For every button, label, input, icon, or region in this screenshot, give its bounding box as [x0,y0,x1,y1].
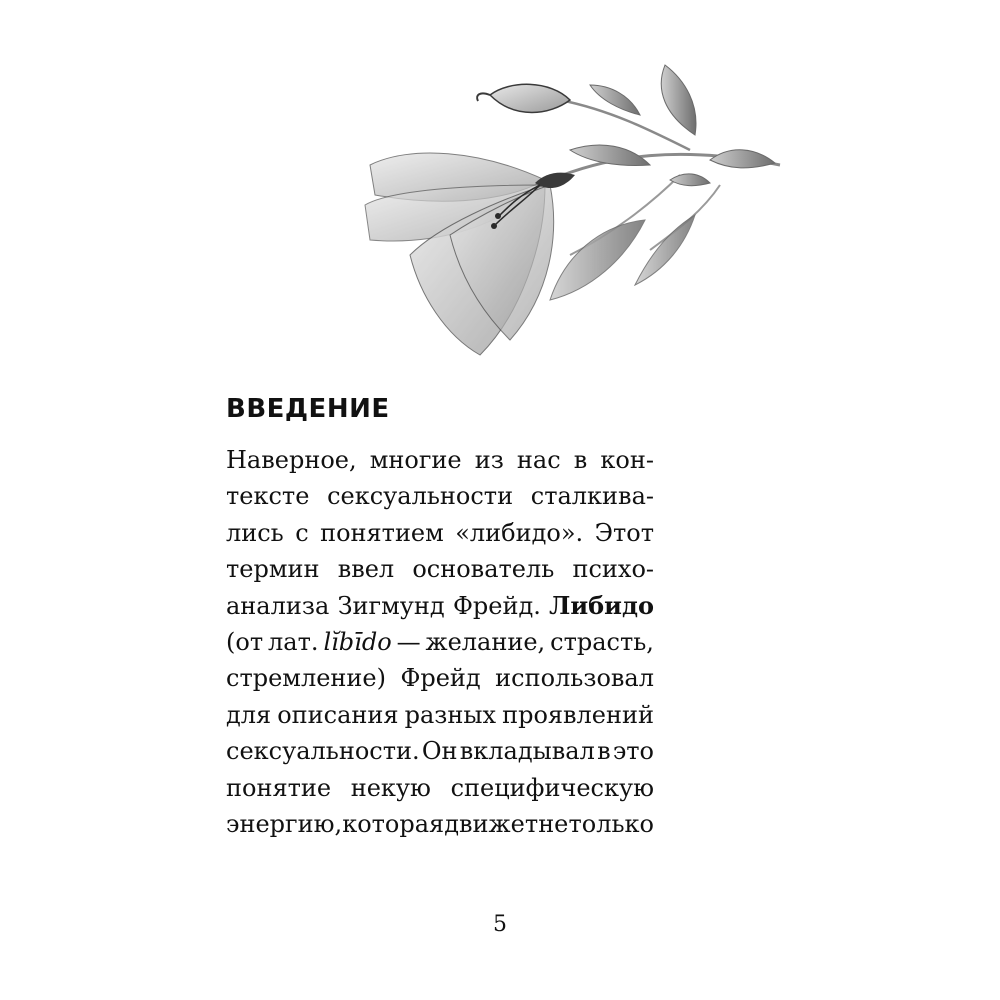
calyx [535,173,575,188]
word: Фрейд [400,664,481,693]
text-line [226,518,654,557]
bud-tip [477,93,490,101]
stem-lower-2 [650,185,720,250]
word: в [573,446,588,474]
word: для [226,700,272,729]
word: проявлений [502,700,654,729]
word: с [295,518,309,547]
word: (от [226,627,264,656]
word: сексуальности. [226,737,420,766]
italic-term-latin: lĭbīdo [323,627,392,656]
leaf-lower-right [635,215,695,285]
word: сексуальности [327,482,514,511]
text-line [226,739,654,775]
word: некую [350,773,431,802]
word: термин [226,555,320,584]
stamen-tip-2 [491,223,497,229]
text-line [226,484,654,520]
word: это [612,737,654,766]
flower-illustration [350,55,790,365]
word: описания [277,700,399,729]
word: движет [444,809,539,838]
word: многие [369,446,462,474]
word: желание, [425,627,546,656]
intro-paragraph [226,448,654,848]
stamen-tip-1 [495,213,501,219]
text-line [226,666,654,702]
leaf-mid [570,145,650,165]
word: только [568,809,654,838]
leaf-top-2 [661,65,696,135]
word: стремление) [226,664,386,693]
text-line [226,700,654,739]
leaf-lower-left [550,220,645,300]
flower-drawing [350,55,790,365]
word: страсть, [550,627,654,656]
word: анализа [226,591,330,620]
word: разных [404,700,497,729]
word: энергию, [226,809,343,838]
word: которая [342,809,445,838]
chapter-heading: ВВЕДЕНИЕ [226,394,390,424]
word: Он [421,737,458,766]
word: тексте [226,482,310,511]
word: нас [516,446,561,474]
word: вкладывал [459,737,595,766]
word: Наверное, [226,446,357,474]
leaf-right [710,150,775,168]
text-line [226,809,654,848]
word: не [538,809,569,838]
text-line [226,773,654,812]
word: — [396,627,421,656]
leaf-small [670,174,710,186]
word: Фрейд. [452,591,541,620]
word: в [597,737,611,766]
word: использовал [495,664,654,693]
word: лись [226,518,284,547]
word: специфическую [450,773,654,802]
word: понятием [320,518,444,547]
word: из [474,446,504,474]
word: ввел [337,555,395,584]
word: психо- [572,555,654,584]
page-number: 5 [493,912,507,937]
bud [490,84,570,112]
bold-term-libido: Либидо [549,590,654,620]
text-line [226,557,654,593]
text-line [226,627,654,666]
word: основатель [412,555,555,584]
text-line [226,448,654,484]
word: «либидо». [455,518,584,547]
word: лат. [268,627,319,656]
word: сталкива- [530,482,654,511]
word: кон- [600,446,654,474]
word: понятие [226,773,332,802]
word: Зигмунд [337,591,445,620]
word: Этот [594,518,654,547]
text-line [226,590,654,630]
